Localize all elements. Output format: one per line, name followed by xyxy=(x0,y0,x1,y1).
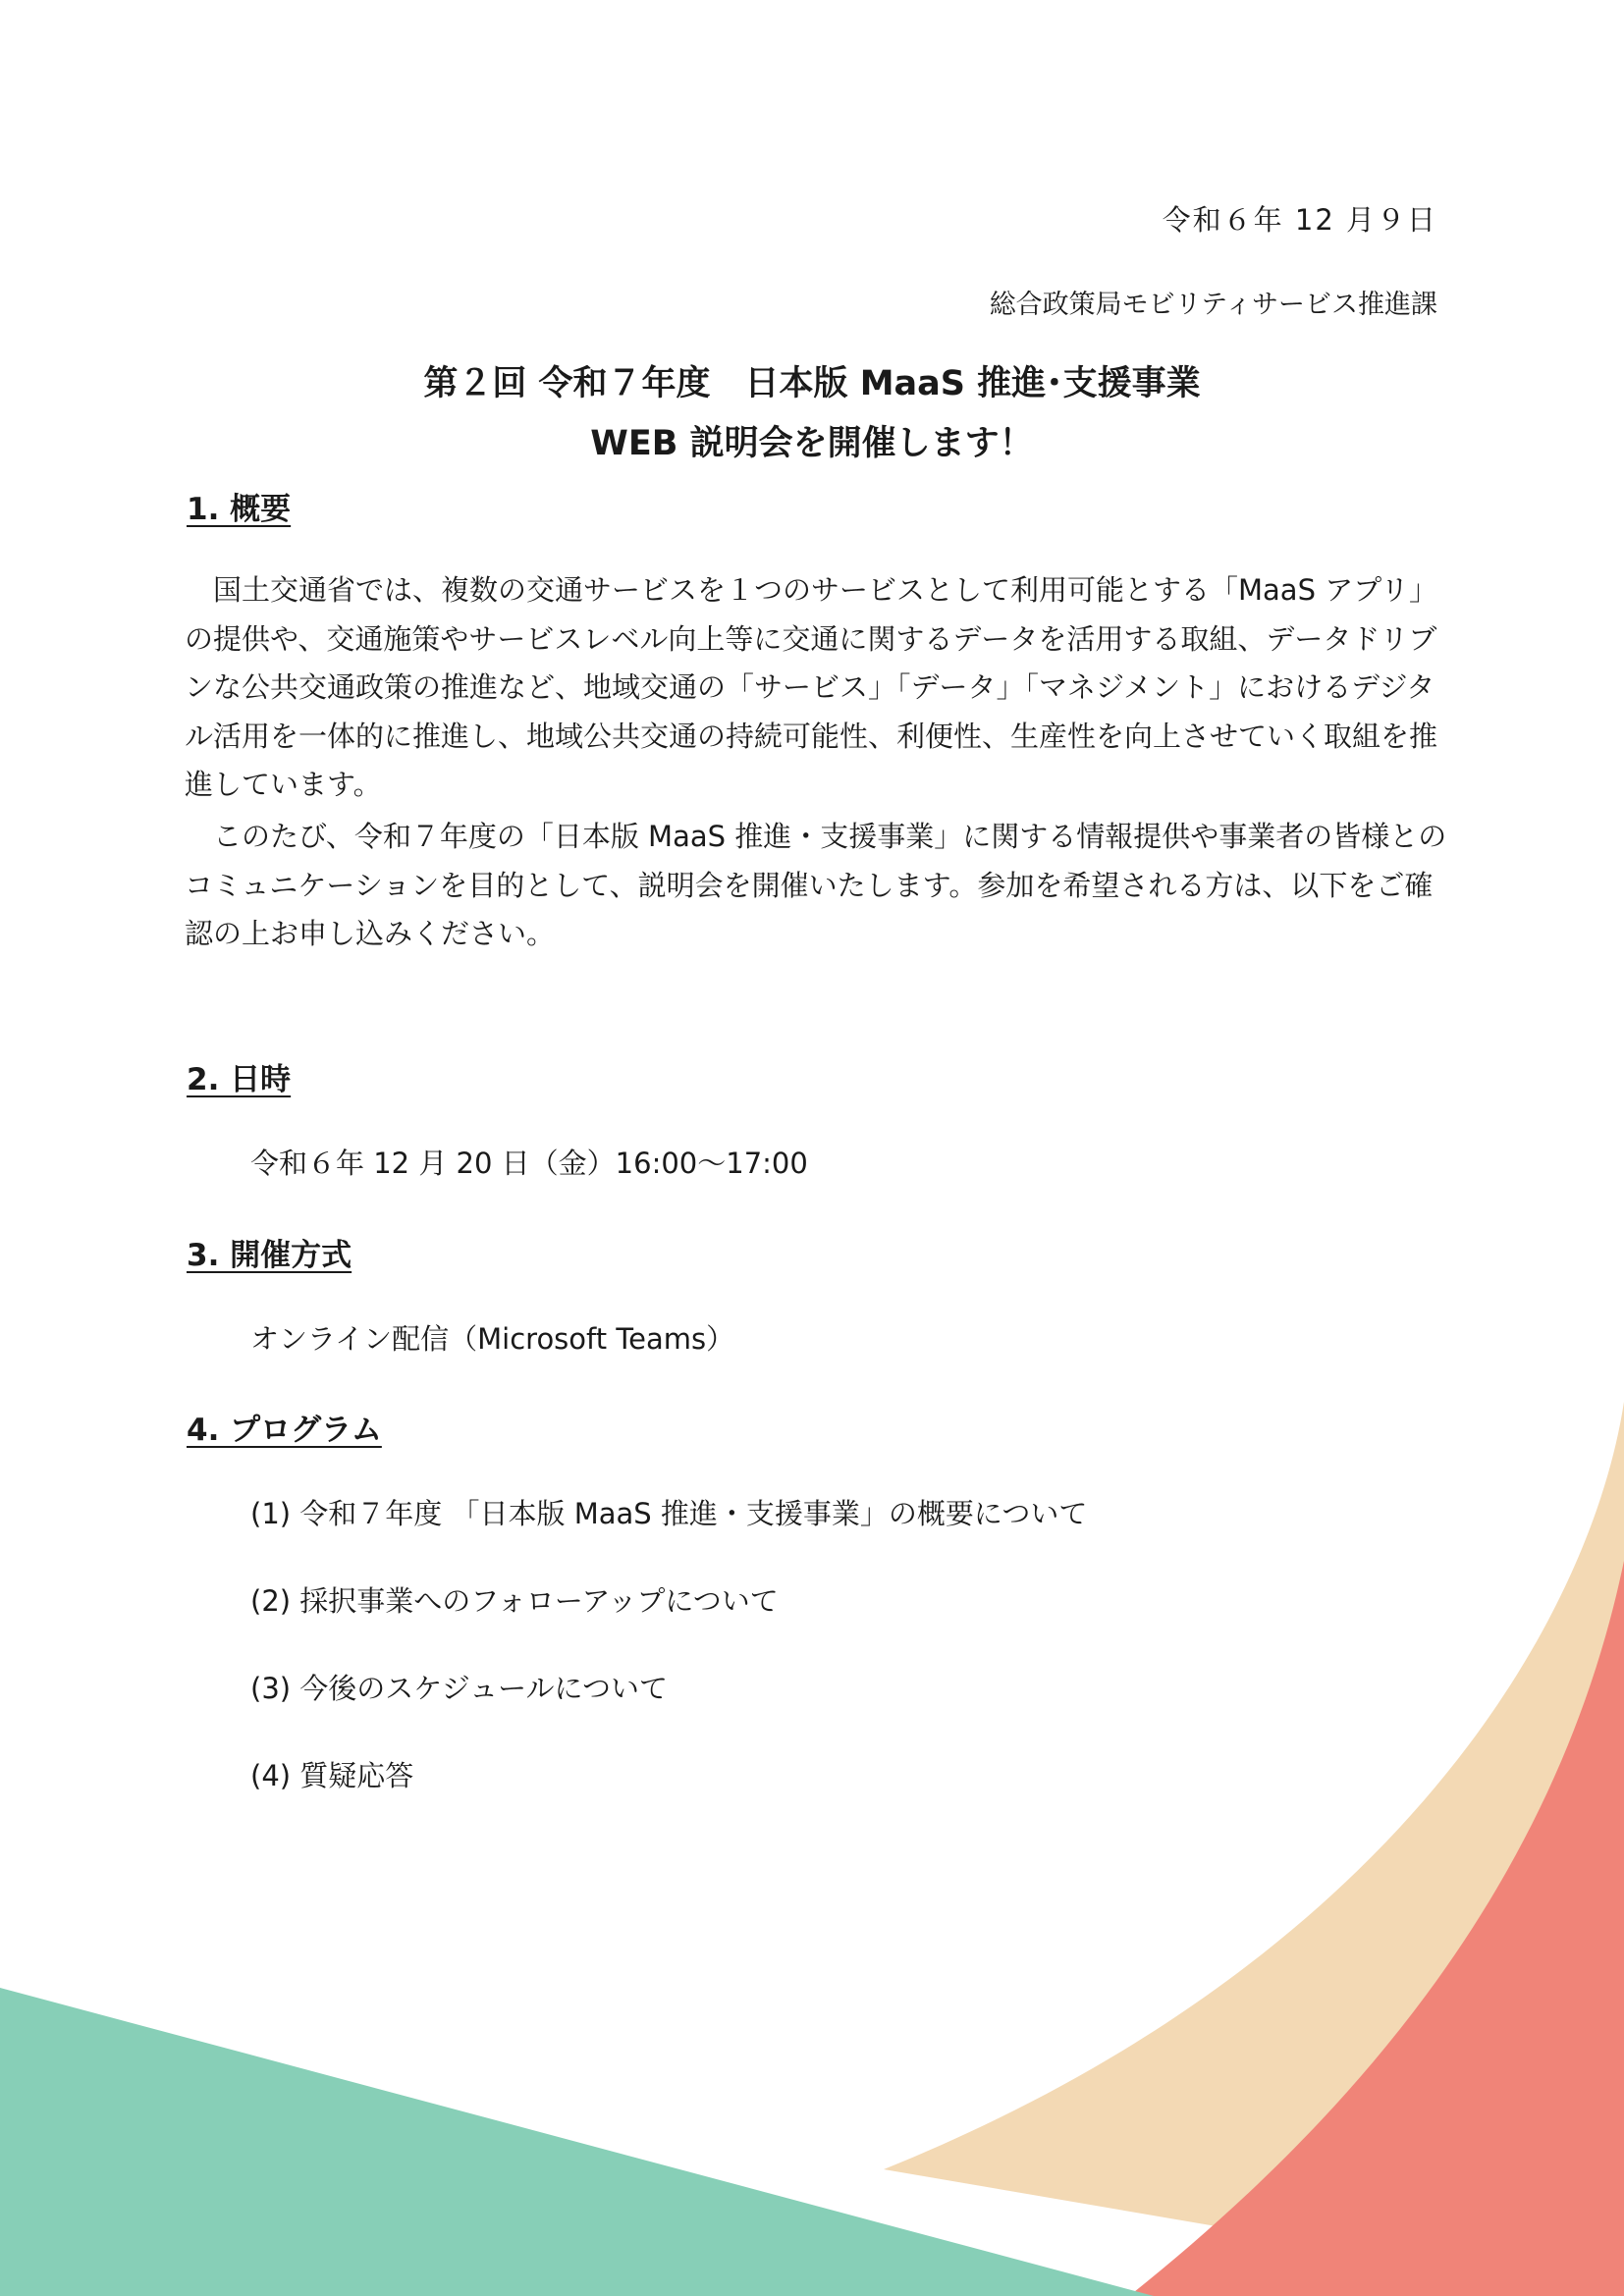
section-heading-program: 4. プログラム xyxy=(187,1413,382,1448)
program-item: (3) 今後のスケジュールについて xyxy=(250,1672,668,1705)
program-item: (1) 令和７年度 「日本版 MaaS 推進・支援事業」の概要について xyxy=(250,1497,1088,1530)
event-datetime: 令和６年 12 月 20 日（金）16:00～17:00 xyxy=(250,1147,808,1180)
document-title-line2: WEB 説明会を開催します！ xyxy=(590,424,1034,463)
issuing-department: 総合政策局モビリティサービス推進課 xyxy=(989,290,1437,320)
section-heading-datetime: 2. 日時 xyxy=(187,1062,292,1097)
program-item: (4) 質疑応答 xyxy=(250,1759,414,1792)
event-format: オンライン配信（Microsoft Teams） xyxy=(250,1322,735,1356)
overview-paragraph-2: このたび、令和７年度の「日本版 MaaS 推進・支援事業」に関する情報提供や事業者の皆様とのコミュニケーションを目的として、説明会を開催いたします。参加を希望される方は、以下をご確認の上お申し込みください。 xyxy=(185,820,1447,950)
issue-date: 令和６年 12 月９日 xyxy=(1162,203,1437,237)
overview-paragraph-1: 国土交通省では、複数の交通サービスを１つのサービスとして利用可能とする「MaaS アプリ」の提供や、交通施策やサービスレベル向上等に交通に関するデータを活用する取組、データドリブンな公共交通政策の推進など、地域交通の「サービス」「データ」「マネジメント」におけるデジタル活用を一体的に推進し、地域公共交通の持続可能性、利便性、生産性を向上させていく取組を推進しています。 xyxy=(185,573,1438,801)
document-title-line1: 第２回 令和７年度 日本版 MaaS 推進･支援事業 xyxy=(423,364,1201,403)
section-heading-overview: 1. 概要 xyxy=(187,492,292,527)
section-heading-format: 3. 開催方式 xyxy=(187,1238,352,1273)
program-item: (2) 採択事業へのフォローアップについて xyxy=(250,1584,779,1618)
